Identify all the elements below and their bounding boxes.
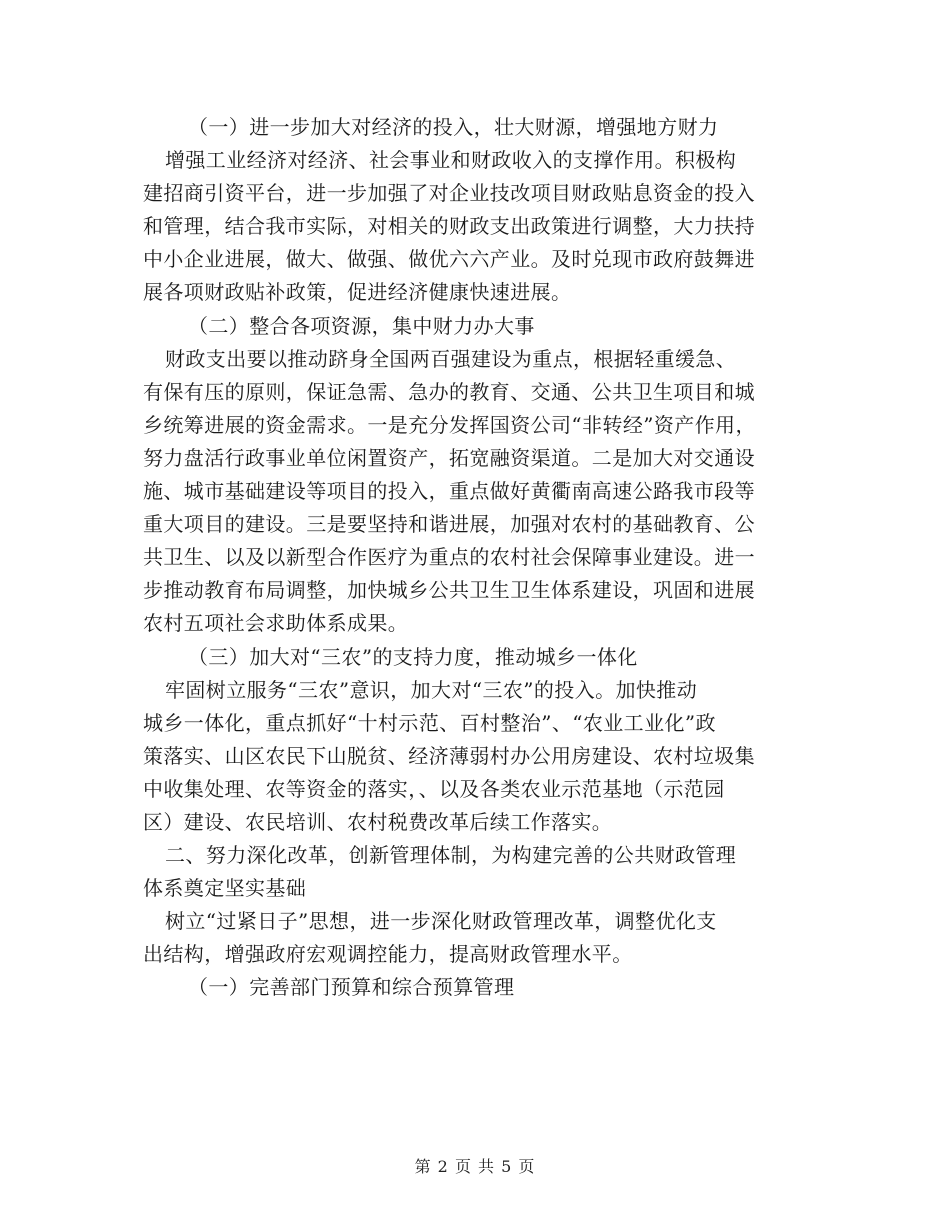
text-line: 出结构，增强政府宏观调控能力，提高财政管理水平。 <box>143 942 633 967</box>
section-heading: （三）加大对“三农”的支持力度，推动城乡一体化 <box>188 644 638 669</box>
text-line: 步推动教育布局调整，加快城乡公共卫生卫生体系建设，巩固和进展 <box>143 578 755 603</box>
text-line: 策落实、山区农民下山脱贫、经济薄弱村办公用房建设、农村垃圾集 <box>143 743 755 768</box>
page-footer: 第 2 页 共 5 页 <box>414 1157 536 1176</box>
document-body <box>143 111 803 1005</box>
text-line: 共卫生、以及以新型合作医疗为重点的农村社会保障事业建设。进一 <box>143 545 755 570</box>
text-line: 展各项财政贴补政策，促进经济健康快速进展。 <box>143 280 572 305</box>
section-heading: （一）进一步加大对经济的投入，壮大财源，增强地方财力 <box>188 115 719 139</box>
text-line: 二、努力深化改革，创新管理体制，为构建完善的公共财政管理 <box>165 843 737 868</box>
text-line: 施、城市基础建设等项目的投入，重点做好黄衢南高速公路我市段等 <box>143 479 755 504</box>
text-line: 城乡一体化，重点抓好“十村示范、百村整治”、“农业工业化”政 <box>143 710 716 735</box>
text-line: 体系奠定坚实基础 <box>143 876 307 901</box>
text-line: 财政支出要以推动跻身全国两百强建设为重点，根据轻重缓急、 <box>165 346 737 371</box>
text-line: 区）建设、农民培训、农村税费改革后续工作落实。 <box>143 809 613 834</box>
text-line: 中收集处理、农等资金的落实，、以及各类农业示范基地（示范园 <box>143 776 725 801</box>
text-line: 乡统筹进展的资金需求。一是充分发挥国资公司“非转经”资产作用， <box>143 412 756 437</box>
text-line: 树立“过紧日子”思想，进一步深化财政管理改革，调整优化支 <box>165 909 717 934</box>
section-heading: （二）整合各项资源，集中财力办大事 <box>188 313 535 338</box>
text-line: 建招商引资平台，进一步加强了对企业技改项目财政贴息资金的投入 <box>143 181 755 206</box>
text-line: 和管理，结合我市实际，对相关的财政支出政策进行调整，大力扶持 <box>143 214 755 239</box>
text-line: 牢固树立服务“三农”意识，加大对“三农”的投入。加快推动 <box>165 677 698 702</box>
section-heading: （一）完善部门预算和综合预算管理 <box>188 975 515 1000</box>
text-line: 重大项目的建设。三是要坚持和谐进展，加强对农村的基础教育、公 <box>143 512 755 537</box>
text-line: 努力盘活行政事业单位闲置资产，拓宽融资渠道。二是加大对交通设 <box>143 445 755 470</box>
text-line: 有保有压的原则，保证急需、急办的教育、交通、公共卫生项目和城 <box>143 379 755 404</box>
text-line: 中小企业进展，做大、做强、做优六六产业。及时兑现市政府鼓舞进 <box>143 247 755 272</box>
text-line: 增强工业经济对经济、社会事业和财政收入的支撑作用。积极构 <box>165 148 737 173</box>
text-line: 农村五项社会求助体系成果。 <box>143 611 409 636</box>
